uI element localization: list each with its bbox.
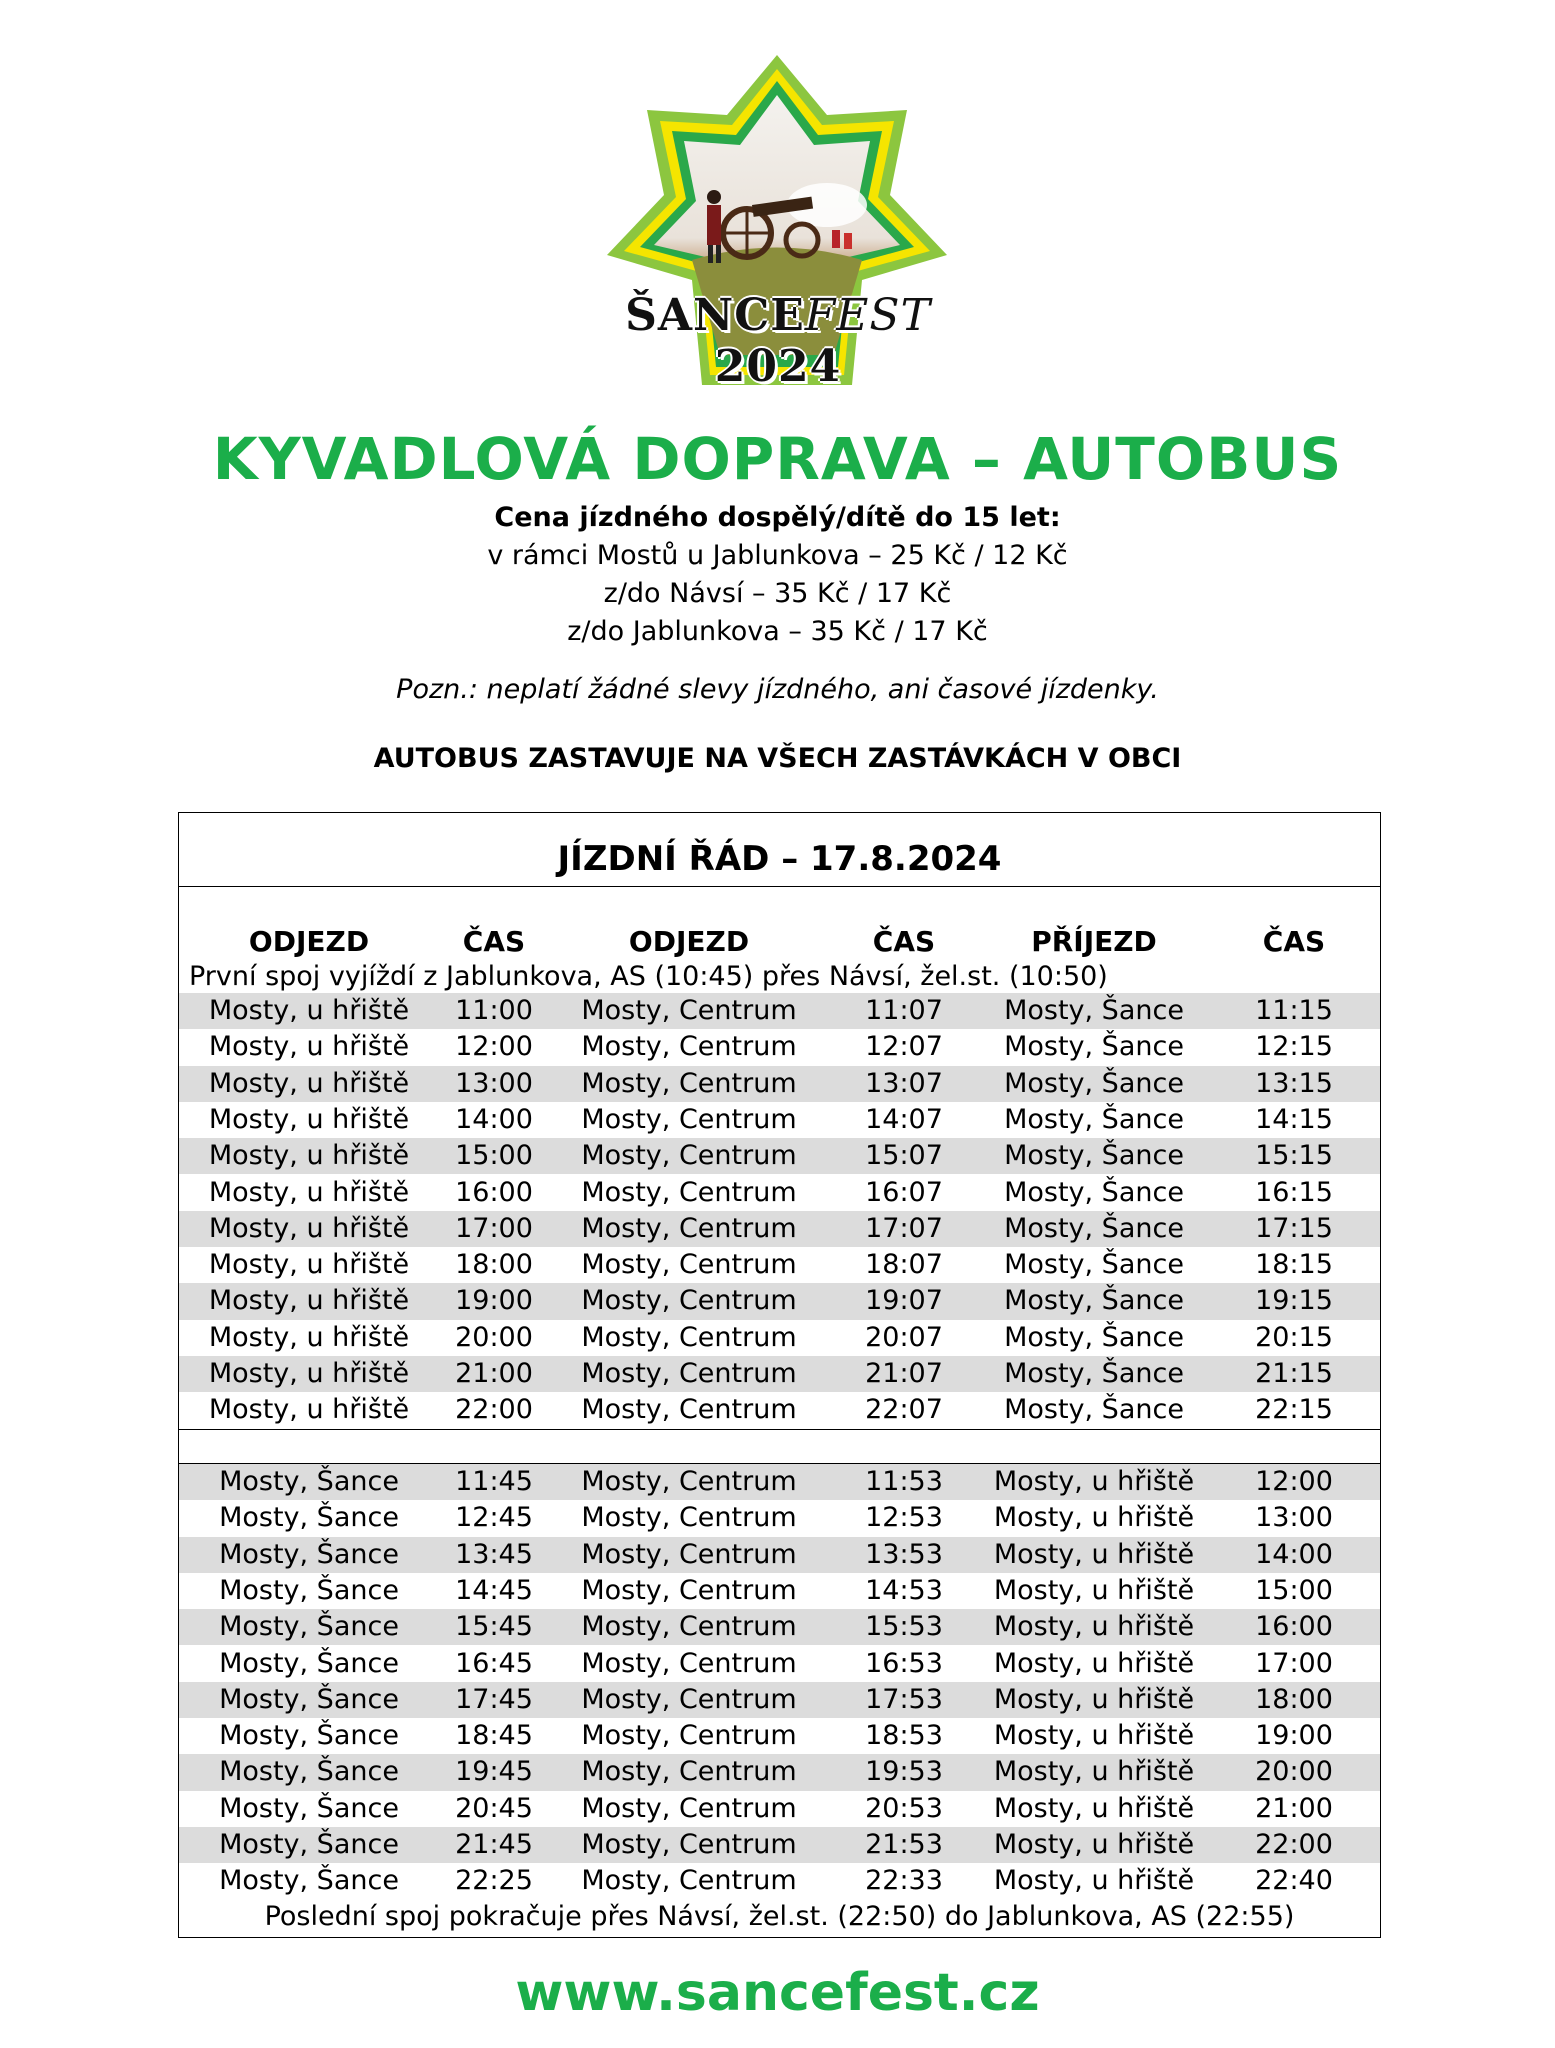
time-cell: 12:07	[865, 1031, 943, 1063]
time-cell: 22:40	[1255, 1865, 1333, 1897]
stop-cell: Mosty, u hřiště	[993, 1829, 1195, 1860]
column-header: ODJEZD	[628, 925, 750, 958]
stop-cell: Mosty, Centrum	[581, 1176, 797, 1208]
time-cell: 13:15	[1255, 1067, 1333, 1099]
table-row	[179, 1175, 1380, 1211]
time-cell: 12:15	[1255, 1031, 1333, 1063]
stop-cell: Mosty, Centrum	[581, 1647, 797, 1679]
stop-cell: Mosty, Centrum	[581, 1466, 797, 1497]
stop-cell: Mosty, Šance	[1004, 1249, 1184, 1281]
column-header: ODJEZD	[248, 925, 370, 958]
stop-cell: Mosty, Centrum	[581, 1249, 797, 1281]
time-cell: 22:00	[1255, 1829, 1333, 1860]
stop-cell: Mosty, Šance	[219, 1720, 399, 1752]
price-heading: Cena jízdného dospělý/dítě do 15 let:	[494, 502, 1061, 533]
time-cell: 21:53	[865, 1829, 943, 1860]
stop-cell: Mosty, Šance	[1004, 1140, 1184, 1172]
stop-cell: Mosty, Centrum	[581, 1574, 797, 1606]
stop-cell: Mosty, u hřiště	[208, 1249, 410, 1281]
stop-cell: Mosty, Centrum	[581, 1720, 797, 1752]
logo-wordmark: ŠANCEFEST 2024	[625, 290, 931, 392]
time-cell: 20:45	[455, 1792, 533, 1824]
stop-cell: Mosty, u hřiště	[993, 1865, 1195, 1897]
stop-cell: Mosty, Šance	[219, 1756, 399, 1788]
time-cell: 14:07	[865, 1103, 943, 1135]
time-cell: 22:07	[865, 1394, 943, 1426]
time-cell: 17:00	[1255, 1647, 1333, 1679]
stop-cell: Mosty, u hřiště	[993, 1574, 1195, 1606]
stop-cell: Mosty, u hřiště	[208, 1176, 410, 1208]
stop-cell: Mosty, Šance	[219, 1792, 399, 1824]
time-cell: 18:45	[455, 1720, 533, 1752]
stop-cell: Mosty, Centrum	[581, 1031, 797, 1063]
table-row	[179, 1609, 1380, 1645]
table-row	[179, 1646, 1380, 1682]
time-cell: 19:53	[865, 1756, 943, 1788]
timetable-title: JÍZDNÍ ŘÁD – 17.8.2024	[179, 813, 1380, 887]
time-cell: 21:00	[455, 1358, 533, 1389]
time-cell: 17:53	[865, 1683, 943, 1715]
table-row	[179, 1138, 1380, 1174]
stop-cell: Mosty, Šance	[219, 1574, 399, 1606]
stop-cell: Mosty, Šance	[1004, 1321, 1184, 1353]
stop-cell: Mosty, Centrum	[581, 1865, 797, 1897]
price-line: z/do Návsí – 35 Kč / 17 Kč	[603, 578, 952, 609]
time-cell: 22:15	[1255, 1394, 1333, 1426]
stop-cell: Mosty, u hřiště	[993, 1720, 1195, 1752]
stop-cell: Mosty, Centrum	[581, 1756, 797, 1788]
stop-cell: Mosty, Šance	[1004, 1103, 1184, 1135]
table-row	[179, 1863, 1380, 1899]
table-row	[179, 1754, 1380, 1790]
stop-cell: Mosty, u hřiště	[208, 1394, 410, 1426]
table-row	[179, 1320, 1380, 1356]
time-cell: 18:00	[1255, 1683, 1333, 1715]
stop-cell: Mosty, u hřiště	[208, 1212, 410, 1244]
price-line: z/do Jablunkova – 35 Kč / 17 Kč	[567, 616, 988, 647]
column-header: PŘÍJEZD	[1031, 925, 1157, 958]
page-title: KYVADLOVÁ DOPRAVA – AUTOBUS	[212, 425, 1343, 493]
time-cell: 14:15	[1255, 1103, 1333, 1135]
stop-cell: Mosty, Centrum	[581, 1611, 797, 1643]
stop-cell: Mosty, Šance	[219, 1502, 399, 1534]
time-cell: 18:15	[1255, 1249, 1333, 1281]
stop-cell: Mosty, Šance	[219, 1538, 399, 1570]
time-cell: 20:15	[1255, 1321, 1333, 1353]
time-cell: 17:45	[455, 1683, 533, 1715]
time-cell: 18:00	[455, 1249, 533, 1281]
column-header: ČAS	[462, 925, 526, 958]
time-cell: 21:45	[455, 1829, 533, 1860]
table-row	[179, 1066, 1380, 1102]
time-cell: 21:00	[1255, 1792, 1333, 1824]
time-cell: 14:00	[455, 1103, 533, 1135]
time-cell: 19:00	[1255, 1720, 1333, 1752]
time-cell: 13:00	[1255, 1502, 1333, 1534]
stop-cell: Mosty, Šance	[219, 1611, 399, 1643]
stop-cell: Mosty, Šance	[1004, 1394, 1184, 1426]
stops-notice: AUTOBUS ZASTAVUJE NA VŠECH ZASTÁVKÁCH V OBCI	[373, 743, 1182, 774]
time-cell: 19:15	[1255, 1285, 1333, 1317]
stop-cell: Mosty, Šance	[1004, 1067, 1184, 1099]
website-url[interactable]: www.sancefest.cz	[515, 1963, 1040, 2023]
time-cell: 16:45	[455, 1647, 533, 1679]
table-row	[179, 1211, 1380, 1247]
stop-cell: Mosty, Šance	[219, 1829, 399, 1860]
stop-cell: Mosty, Centrum	[581, 1103, 797, 1135]
time-cell: 16:00	[455, 1176, 533, 1208]
time-cell: 14:00	[1255, 1538, 1333, 1570]
stop-cell: Mosty, u hřiště	[208, 1321, 410, 1353]
column-header: ČAS	[1262, 925, 1326, 958]
stop-cell: Mosty, Centrum	[581, 1683, 797, 1715]
time-cell: 21:07	[865, 1358, 943, 1389]
table-row	[179, 1356, 1380, 1392]
stop-cell: Mosty, Centrum	[581, 1538, 797, 1570]
time-cell: 13:53	[865, 1538, 943, 1570]
table-row	[179, 1029, 1380, 1065]
table-row	[179, 993, 1380, 1029]
stop-cell: Mosty, u hřiště	[208, 1031, 410, 1063]
table-row	[179, 1573, 1380, 1609]
stop-cell: Mosty, Centrum	[581, 1829, 797, 1860]
table-row	[179, 1283, 1380, 1319]
time-cell: 22:00	[455, 1394, 533, 1426]
time-cell: 15:53	[865, 1611, 943, 1643]
stop-cell: Mosty, u hřiště	[208, 1103, 410, 1135]
stop-cell: Mosty, u hřiště	[993, 1502, 1195, 1534]
time-cell: 16:15	[1255, 1176, 1333, 1208]
time-cell: 14:53	[865, 1574, 943, 1606]
time-cell: 13:00	[455, 1067, 533, 1099]
fare-note: Pozn.: neplatí žádné slevy jízdného, ani časové jízdenky.	[396, 674, 1159, 705]
time-cell: 17:00	[455, 1212, 533, 1244]
stop-cell: Mosty, Centrum	[581, 1792, 797, 1824]
stop-cell: Mosty, Šance	[219, 1466, 399, 1497]
time-cell: 15:00	[455, 1140, 533, 1172]
time-cell: 18:07	[865, 1249, 943, 1281]
table-row	[179, 1464, 1380, 1500]
time-cell: 16:00	[1255, 1611, 1333, 1643]
stop-cell: Mosty, Centrum	[581, 1358, 797, 1389]
time-cell: 11:53	[865, 1466, 943, 1497]
divider	[179, 1429, 1380, 1430]
time-cell: 16:53	[865, 1647, 943, 1679]
time-cell: 13:45	[455, 1538, 533, 1570]
stop-cell: Mosty, Centrum	[581, 995, 797, 1026]
last-departure-note: Poslední spoj pokračuje přes Návsí, žel.st. (22:50) do Jablunkova, AS (22:55)	[264, 1901, 1295, 1932]
table-row	[179, 1392, 1380, 1428]
stop-cell: Mosty, Šance	[1004, 1285, 1184, 1317]
time-cell: 19:45	[455, 1756, 533, 1788]
time-cell: 17:15	[1255, 1212, 1333, 1244]
stop-cell: Mosty, Šance	[1004, 995, 1184, 1026]
table-row	[179, 1791, 1380, 1827]
stop-cell: Mosty, Šance	[1004, 1031, 1184, 1063]
time-cell: 12:53	[865, 1502, 943, 1534]
stop-cell: Mosty, u hřiště	[208, 1285, 410, 1317]
stop-cell: Mosty, u hřiště	[993, 1683, 1195, 1715]
column-header: ČAS	[872, 925, 936, 958]
stop-cell: Mosty, u hřiště	[208, 1358, 410, 1389]
time-cell: 11:45	[455, 1466, 533, 1497]
time-cell: 14:45	[455, 1574, 533, 1606]
stop-cell: Mosty, Centrum	[581, 1321, 797, 1353]
time-cell: 11:00	[455, 995, 533, 1026]
table-row	[179, 1682, 1380, 1718]
stop-cell: Mosty, Šance	[219, 1683, 399, 1715]
time-cell: 19:00	[455, 1285, 533, 1317]
time-cell: 12:45	[455, 1502, 533, 1534]
timetable	[178, 812, 1381, 1938]
price-line: v rámci Mostů u Jablunkova – 25 Kč / 12 Kč	[487, 540, 1068, 571]
time-cell: 20:00	[455, 1321, 533, 1353]
time-cell: 12:00	[455, 1031, 533, 1063]
time-cell: 18:53	[865, 1720, 943, 1752]
first-departure-note: První spoj vyjíždí z Jablunkova, AS (10:45) přes Návsí, žel.st. (10:50)	[189, 961, 1108, 992]
table-row	[179, 1718, 1380, 1754]
time-cell: 15:45	[455, 1611, 533, 1643]
time-cell: 16:07	[865, 1176, 943, 1208]
stop-cell: Mosty, Centrum	[581, 1067, 797, 1099]
stop-cell: Mosty, Centrum	[581, 1285, 797, 1317]
time-cell: 22:33	[865, 1865, 943, 1897]
time-cell: 15:07	[865, 1140, 943, 1172]
stop-cell: Mosty, u hřiště	[993, 1647, 1195, 1679]
time-cell: 12:00	[1255, 1466, 1333, 1497]
stop-cell: Mosty, Centrum	[581, 1140, 797, 1172]
table-row	[179, 1537, 1380, 1573]
time-cell: 21:15	[1255, 1358, 1333, 1389]
time-cell: 20:00	[1255, 1756, 1333, 1788]
time-cell: 15:15	[1255, 1140, 1333, 1172]
table-row	[179, 1500, 1380, 1536]
stop-cell: Mosty, Centrum	[581, 1502, 797, 1534]
time-cell: 17:07	[865, 1212, 943, 1244]
stop-cell: Mosty, Šance	[219, 1647, 399, 1679]
table-row	[179, 1827, 1380, 1863]
time-cell: 20:07	[865, 1321, 943, 1353]
time-cell: 11:15	[1255, 995, 1333, 1026]
stop-cell: Mosty, Šance	[1004, 1358, 1184, 1389]
stop-cell: Mosty, u hřiště	[208, 1067, 410, 1099]
table-row	[179, 1247, 1380, 1283]
stop-cell: Mosty, u hřiště	[208, 1140, 410, 1172]
stop-cell: Mosty, u hřiště	[993, 1466, 1195, 1497]
stop-cell: Mosty, Centrum	[581, 1394, 797, 1426]
stop-cell: Mosty, u hřiště	[208, 995, 410, 1026]
time-cell: 13:07	[865, 1067, 943, 1099]
time-cell: 11:07	[865, 995, 943, 1026]
table-row	[179, 1102, 1380, 1138]
time-cell: 19:07	[865, 1285, 943, 1317]
stop-cell: Mosty, u hřiště	[993, 1756, 1195, 1788]
stop-cell: Mosty, u hřiště	[993, 1611, 1195, 1643]
stop-cell: Mosty, Šance	[1004, 1212, 1184, 1244]
time-cell: 20:53	[865, 1792, 943, 1824]
time-cell: 22:25	[455, 1865, 533, 1897]
stop-cell: Mosty, u hřiště	[993, 1792, 1195, 1824]
stop-cell: Mosty, Šance	[1004, 1176, 1184, 1208]
stop-cell: Mosty, u hřiště	[993, 1538, 1195, 1570]
time-cell: 15:00	[1255, 1574, 1333, 1606]
stop-cell: Mosty, Centrum	[581, 1212, 797, 1244]
stop-cell: Mosty, Šance	[219, 1865, 399, 1897]
